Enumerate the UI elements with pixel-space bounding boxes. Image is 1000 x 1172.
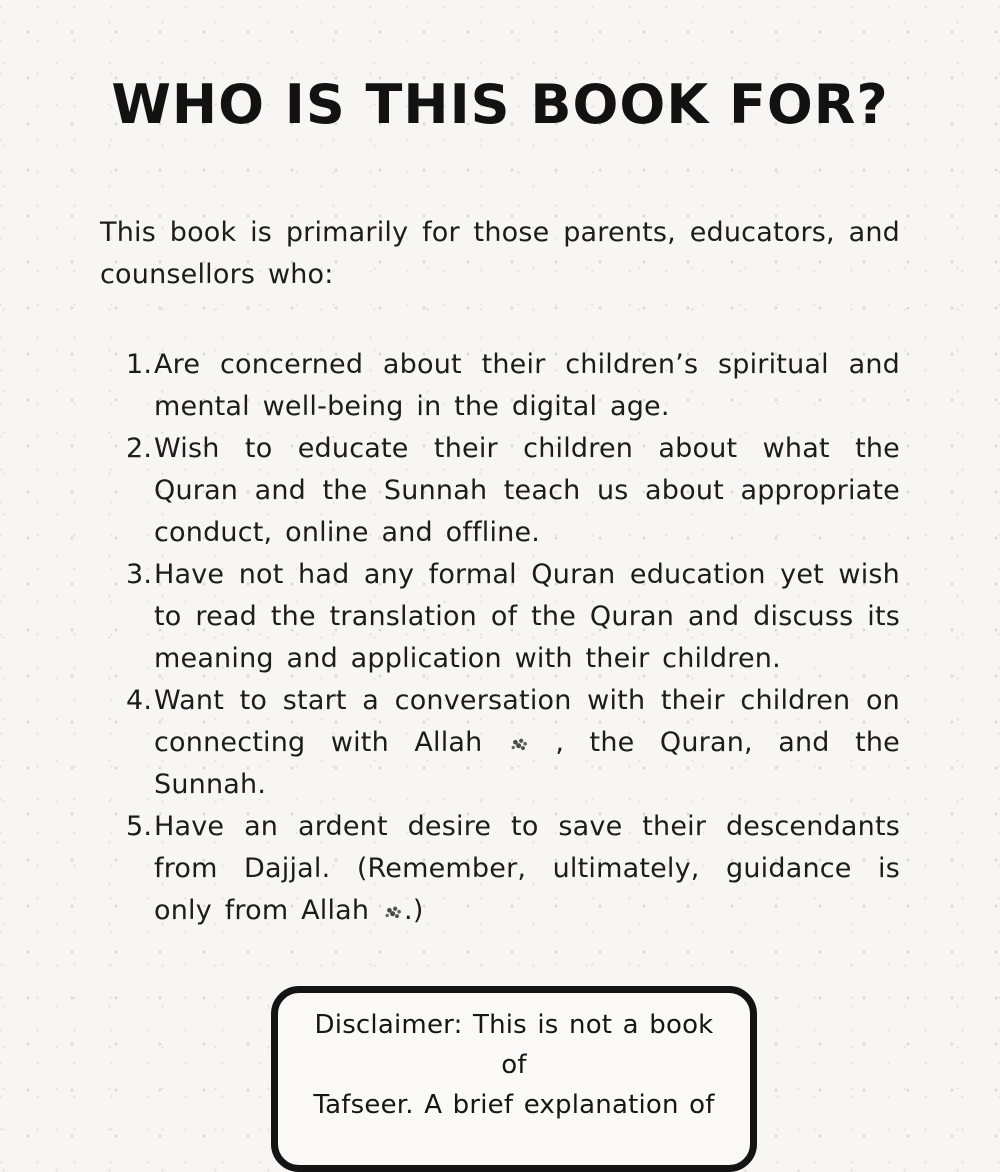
disclaimer-box bbox=[271, 986, 757, 1172]
list-item bbox=[126, 806, 900, 932]
list-item bbox=[126, 344, 900, 428]
numbered-list bbox=[126, 344, 900, 932]
list-item-number: 4. bbox=[126, 685, 153, 717]
list-item-text: Want to start a conversation with their children on connecting with Allah , the Quran, and the Sunnah. bbox=[154, 685, 900, 801]
list-item bbox=[126, 680, 900, 806]
allah-honorific-icon bbox=[510, 737, 528, 752]
list-item-number: 5. bbox=[126, 811, 153, 843]
page-title: WHO IS THIS BOOK FOR? bbox=[111, 73, 889, 136]
list-item-number: 3. bbox=[126, 559, 153, 591]
list-item bbox=[126, 428, 900, 554]
list-item-text: Are concerned about their children’s spiritual and mental well-being in the digital age. bbox=[154, 349, 900, 423]
allah-honorific-icon bbox=[384, 905, 402, 920]
list-item-text: Wish to educate their children about what the Quran and the Sunnah teach us about appropriate conduct, online and offline. bbox=[154, 433, 900, 549]
list-item-number: 1. bbox=[126, 349, 153, 381]
list-item-number: 2. bbox=[126, 433, 153, 465]
disclaimer-line: Disclaimer: This is not a book of bbox=[314, 1010, 714, 1081]
list-item-text: Have not had any formal Quran education yet wish to read the translation of the Quran and discuss its meaning and application with their children. bbox=[154, 559, 900, 675]
list-item-text: Have an ardent desire to save their descendants from Dajjal. (Remember, ultimately, guidance is only from Allah .) bbox=[154, 811, 900, 927]
intro-paragraph: This book is primarily for those parents, educators, and counsellors who: bbox=[100, 217, 900, 291]
disclaimer-line: Tafseer. A brief explanation of bbox=[313, 1090, 715, 1121]
list-item bbox=[126, 554, 900, 680]
